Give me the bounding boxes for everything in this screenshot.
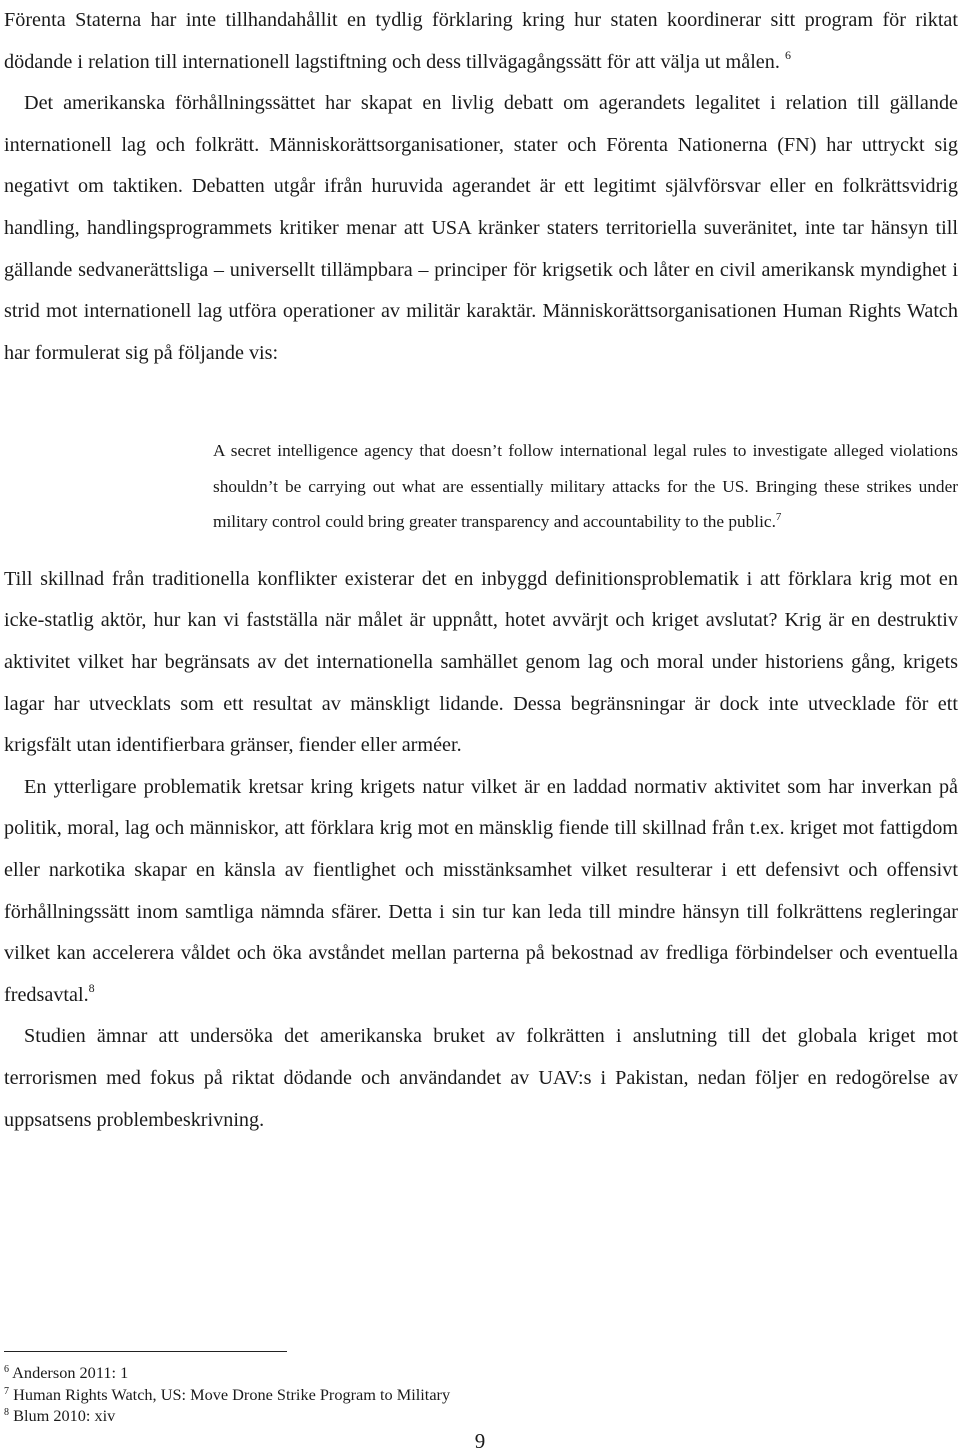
footnote-7 bbox=[4, 1384, 450, 1406]
footnote-number: 6 bbox=[4, 1364, 9, 1375]
document-page bbox=[4, 0, 958, 1141]
paragraph-5 bbox=[4, 1016, 958, 1141]
footnote-text: Blum 2010: xiv bbox=[13, 1406, 116, 1425]
paragraph-2 bbox=[4, 83, 958, 374]
footnote-text: Human Rights Watch, US: Move Drone Strike Program to Military bbox=[13, 1384, 451, 1404]
paragraph-2-text: Det amerikanska förhållningssättet har skapat en livlig debatt om agerandets legalitet i relation till gällande internationell lag och folkrätt. Människorättsorganisationer, stater och Förenta Nationerna (FN) har uttryckt sig negativt om taktiken. Debatten utgår ifrån huruvida agerandet är ett legitimt självförsvar eller en folkrättsvidrig handling, handlingsprogrammets kritiker menar att USA kränker staters territoriella suveränitet, inte tar hänsyn till gällande sedvanerättsliga – universellt tillämpbara – principer för krigsetik och låter en civil amerikansk myndighet i strid mot internationell lag utföra operationer av militär karaktär. Människorättsorganisationen Human Rights Watch har formulerat sig på följande vis: bbox=[4, 92, 958, 364]
block-quote bbox=[213, 433, 958, 540]
footnote-6 bbox=[4, 1362, 450, 1384]
footnote-ref-8: 8 bbox=[88, 980, 95, 995]
footnote-separator bbox=[4, 1351, 287, 1352]
paragraph-3 bbox=[4, 559, 958, 767]
footnote-ref-6: 6 bbox=[784, 47, 791, 62]
footnote-number: 7 bbox=[4, 1385, 9, 1397]
footnotes bbox=[4, 1362, 450, 1427]
paragraph-1-text: Förenta Staterna har inte tillhandahållit en tydlig förklaring kring hur staten koordinerar sitt program för riktat dödande i relation till internationell lagstiftning och dess tillvägagångssätt för att välja ut målen. bbox=[4, 9, 958, 73]
paragraph-4 bbox=[4, 767, 958, 1017]
page-number: 9 bbox=[474, 1429, 486, 1453]
paragraph-3-text: Till skillnad från traditionella konflikter existerar det en inbyggd definitionsproblematik i att förklara krig mot en icke-statlig aktör, hur kan vi fastställa när målet är uppnått, hotet avvärjt och kriget avslutat? Krig är en destruktiv aktivitet vilket har begränsats av det internationella samhället genom lag och moral under historiens gång, krigets lagar har utvecklats som ett resultat av mänskligt lidande. Dessa begränsningar är dock inte utvecklade för ett krigsfält utan identifierbara gränser, fiender eller arméer. bbox=[4, 567, 958, 757]
paragraph-1 bbox=[4, 0, 958, 83]
paragraph-4-text: En ytterligare problematik kretsar kring krigets natur vilket är en laddad normativ aktivitet som har inverkan på politik, moral, lag och människor, att förklara krig mot en mänsklig fiende till skillnad från t.ex. kriget mot fattigdom eller narkotika skapar en känsla av fientlighet och misstänksamhet vilket resulterar i ett defensivt och offensivt förhållningssätt inom samtliga nämnda sfärer. Detta i sin tur kan leda till mindre hänsyn till folkrättens regleringar vilket kan accelerera våldet och öka avståndet mellan parterna på bekostnad av fredliga förbindelser och eventuella fredsavtal. bbox=[4, 775, 958, 1006]
block-quote-text: A secret intelligence agency that doesn’t follow international legal rules to investigate alleged violations shouldn’t be carrying out what are essentially military attacks for the US. Bringing these strikes under military control could bring greater transparency and accountability to the public. bbox=[213, 441, 958, 532]
paragraph-5-text: Studien ämnar att undersöka det amerikanska bruket av folkrätten i anslutning till det globala kriget mot terrorismen med fokus på riktat dödande och användandet av UAV:s i Pakistan, nedan följer en redogörelse av uppsatsens problembeskrivning. bbox=[4, 1025, 958, 1131]
footnote-ref-7: 7 bbox=[775, 511, 782, 524]
footnote-8 bbox=[4, 1405, 450, 1427]
footnote-text: Anderson 2011: 1 bbox=[12, 1363, 129, 1382]
footnote-number: 8 bbox=[4, 1407, 9, 1418]
